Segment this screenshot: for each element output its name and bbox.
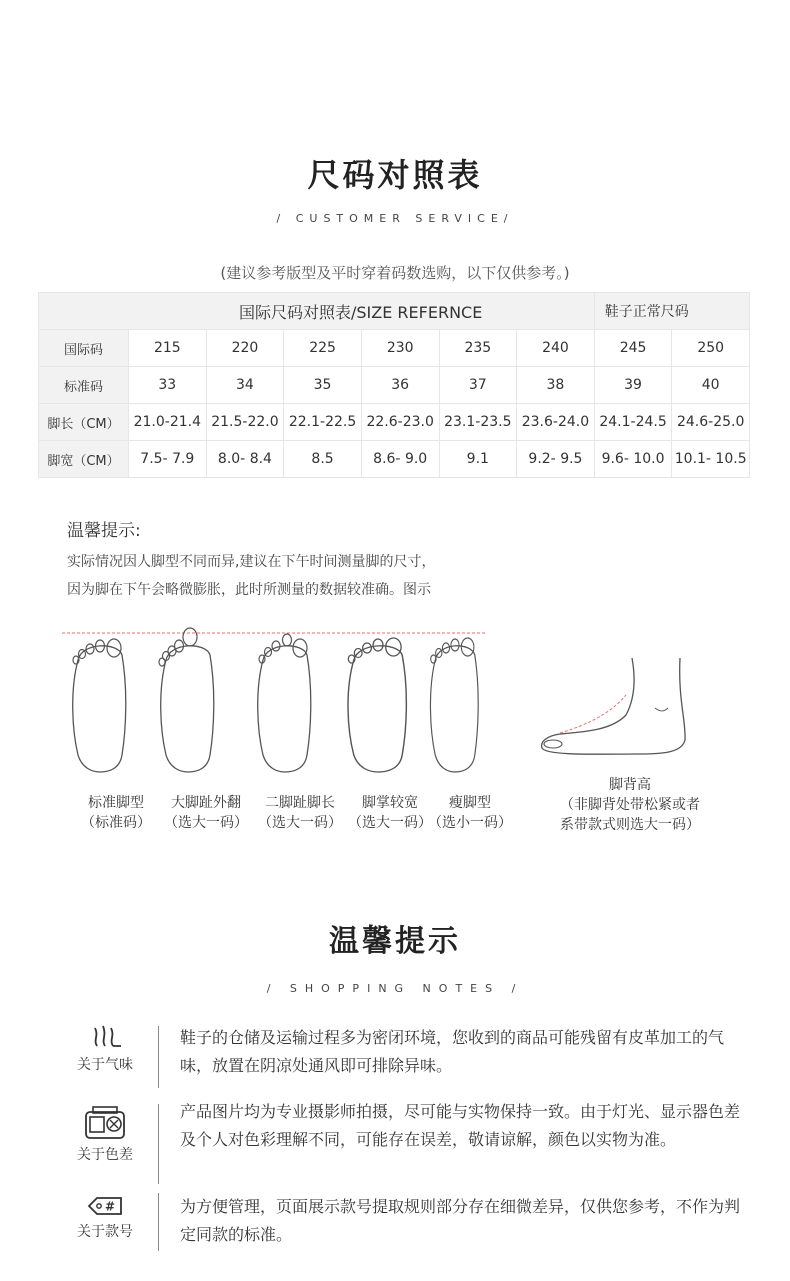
note-label: 关于色差 (77, 1147, 133, 1163)
note-label: 关于气味 (77, 1057, 133, 1073)
table-cell: 240 (517, 330, 595, 367)
note-icon-box (60, 1104, 150, 1164)
foot-type-second-toe (252, 793, 348, 833)
table-cell: 8.0- 8.4 (206, 441, 284, 478)
table-cell: 8.6- 9.0 (361, 441, 439, 478)
size-chart-note: (建议参考版型及平时穿着码数选购，以下仅供参考。) (220, 264, 570, 282)
size-table (38, 292, 750, 478)
foot-type-name: 脚掌较宽 (362, 795, 418, 811)
table-cell: 21.5-22.0 (206, 404, 284, 441)
table-cell: 40 (672, 367, 750, 404)
note-item-style-number (60, 1193, 740, 1255)
table-cell: 8.5 (284, 441, 362, 478)
table-cell: 9.6- 10.0 (594, 441, 672, 478)
table-cell: 37 (439, 367, 517, 404)
tips-title: 温馨提示: (67, 521, 141, 541)
wide-foot-icon (348, 638, 406, 772)
instep-advice-1: （非脚背处带松紧或者 (560, 797, 700, 813)
foot-type-advice: （选大一码） (164, 815, 248, 831)
table-cell: 220 (206, 330, 284, 367)
table-cell: 24.6-25.0 (672, 404, 750, 441)
table-cell: 36 (361, 367, 439, 404)
table-cell: 250 (672, 330, 750, 367)
row-label: 脚宽（CM） (39, 441, 129, 478)
note-icon-box (60, 1195, 150, 1241)
foot-type-advice: （选大一码） (258, 815, 342, 831)
note-divider (158, 1026, 159, 1088)
table-cell: 33 (129, 367, 207, 404)
foot-type-instep (545, 775, 715, 835)
table-cell: 39 (594, 367, 672, 404)
table-cell: 235 (439, 330, 517, 367)
row-label: 脚长（CM） (39, 404, 129, 441)
note-divider (158, 1104, 159, 1184)
instep-advice-2: 系带款式则选大一码） (560, 817, 700, 833)
tag-icon (85, 1195, 125, 1217)
table-row (39, 441, 750, 478)
foot-types-illustration (0, 620, 790, 790)
second-toe-foot-icon (258, 634, 311, 772)
table-cell: 215 (129, 330, 207, 367)
foot-type-advice: （选小一码） (428, 815, 512, 831)
foot-type-standard (70, 793, 162, 833)
note-text: 鞋子的仓储及运输过程多为密闭环境，您收到的商品可能残留有皮革加工的气味，放置在阴凉处通风即可排除异味。 (180, 1028, 725, 1075)
table-row (39, 330, 750, 367)
note-divider (158, 1193, 159, 1251)
hash-glyph: # (105, 1199, 116, 1214)
table-cell: 35 (284, 367, 362, 404)
standard-foot-icon (73, 639, 126, 772)
table-cell: 23.1-23.5 (439, 404, 517, 441)
foot-type-slim (422, 793, 518, 833)
notes-subtitle: / SHOPPING NOTES / (266, 982, 524, 995)
table-cell: 21.0-21.4 (129, 404, 207, 441)
table-cell: 9.1 (439, 441, 517, 478)
camera-icon (83, 1104, 127, 1140)
note-label: 关于款号 (77, 1224, 133, 1240)
instep-foot-icon (542, 658, 685, 754)
foot-type-advice: （选大一码） (348, 815, 432, 831)
foot-type-name: 瘦脚型 (449, 795, 491, 811)
table-cell: 10.1- 10.5 (672, 441, 750, 478)
table-cell: 34 (206, 367, 284, 404)
table-cell: 22.1-22.5 (284, 404, 362, 441)
tips-line-1: 实际情况因人脚型不同而异,建议在下午时间测量脚的尺寸， (67, 554, 436, 570)
table-cell: 38 (517, 367, 595, 404)
bunion-foot-icon (159, 628, 214, 772)
note-item-color (60, 1102, 740, 1184)
table-cell: 7.5- 7.9 (129, 441, 207, 478)
table-cell: 230 (361, 330, 439, 367)
table-row (39, 404, 750, 441)
notes-title: 温馨提示 (329, 924, 461, 959)
foot-type-advice: （标准码） (81, 815, 151, 831)
table-cell: 23.6-24.0 (517, 404, 595, 441)
table-cell: 9.2- 9.5 (517, 441, 595, 478)
foot-type-name: 标准脚型 (88, 795, 144, 811)
table-cell: 22.6-23.0 (361, 404, 439, 441)
foot-type-bunion (158, 793, 254, 833)
foot-type-name: 大脚趾外翻 (171, 795, 241, 811)
row-label: 国际码 (39, 330, 129, 367)
foot-type-name: 二脚趾脚长 (265, 795, 335, 811)
size-chart-subtitle: / CUSTOMER SERVICE/ (276, 212, 514, 225)
note-icon-box (60, 1022, 150, 1074)
note-text: 产品图片均为专业摄影师拍摄，尽可能与实物保持一致。由于灯光、显示器色差及个人对色彩理解不同，可能存在误差，敬请谅解，颜色以实物为准。 (180, 1102, 741, 1149)
table-cell: 245 (594, 330, 672, 367)
note-item-smell (60, 1022, 740, 1092)
size-table-header-row (39, 293, 750, 330)
size-table-header-std: 鞋子正常尺码 (594, 293, 749, 330)
note-text: 为方便管理，页面展示款号提取规则部分存在细微差异，仅供您参考，不作为判定同款的标准。 (180, 1197, 741, 1244)
instep-name: 脚背高 (609, 777, 651, 793)
table-cell: 225 (284, 330, 362, 367)
table-cell: 24.1-24.5 (594, 404, 672, 441)
row-label: 标准码 (39, 367, 129, 404)
tips-line-2: 因为脚在下午会略微膨胀，此时所测量的数据较准确。图示 (67, 582, 431, 598)
smell-icon (85, 1022, 125, 1050)
size-chart-title: 尺码对照表 (307, 156, 483, 194)
table-row (39, 367, 750, 404)
slim-foot-icon (430, 638, 478, 772)
size-table-header-intl: 国际尺码对照表/SIZE REFERNCE (39, 293, 595, 330)
